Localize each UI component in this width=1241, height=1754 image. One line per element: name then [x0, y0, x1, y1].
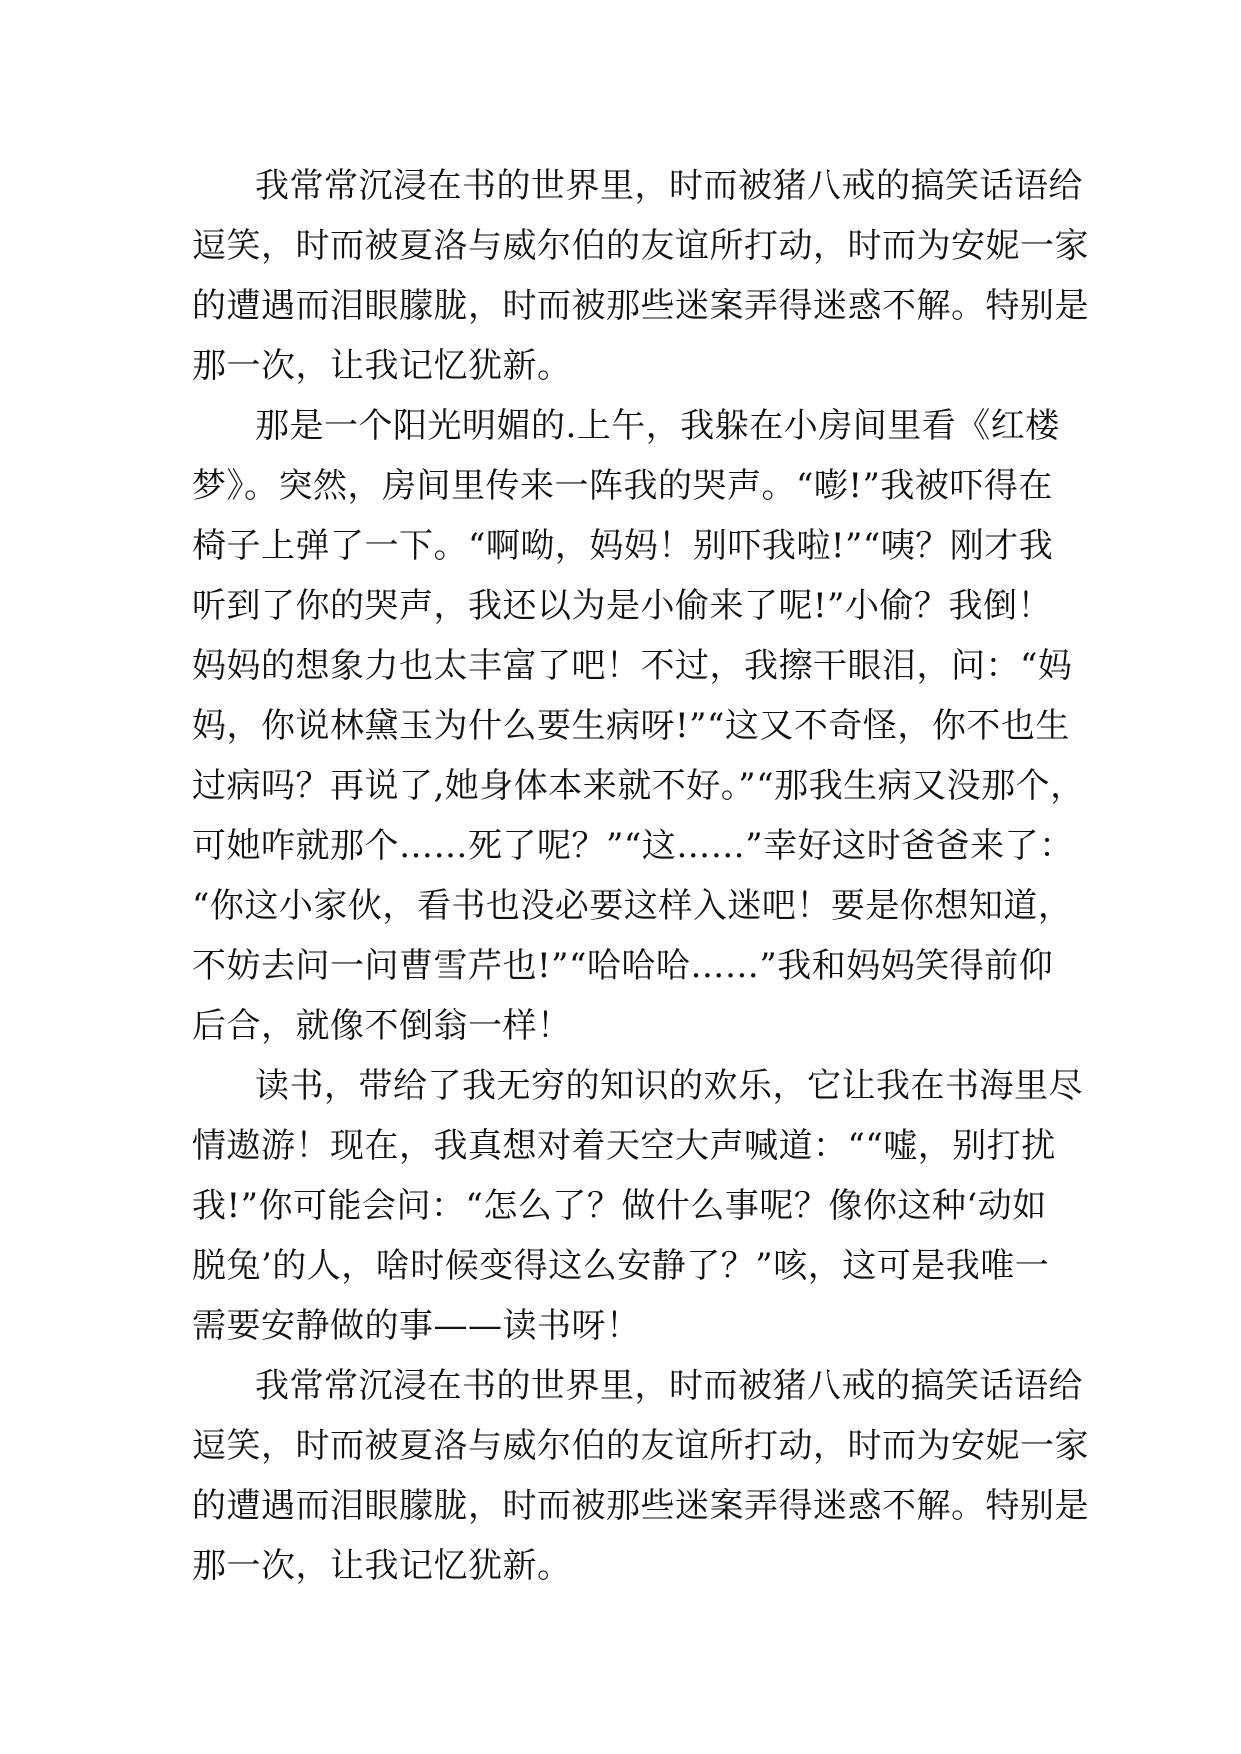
text-line: 过病吗？再说了,她身体本来就不好。”“那我生病又没那个，	[192, 766, 1085, 806]
text-line: 后合，就像不倒翁一样！	[192, 1006, 572, 1046]
text-line: 妈，你说林黛玉为什么要生病呀!”“这又不奇怪，你不也生	[192, 706, 1070, 746]
text-line: 我常常沉浸在书的世界里，时而被猪八戒的搞笑话语给	[255, 1366, 1083, 1406]
text-line: 脱兔’的人，啥时候变得这么安静了？”咳，这可是我唯一	[192, 1246, 1050, 1286]
text-line: 需要安静做的事——读书呀！	[192, 1306, 641, 1346]
text-line: 逗笑，时而被夏洛与威尔伯的友谊所打动，时而为安妮一家	[192, 1426, 1089, 1466]
text-line: 妈妈的想象力也太丰富了吧！不过，我擦干眼泪，问：“妈	[192, 646, 1073, 686]
text-line: 逗笑，时而被夏洛与威尔伯的友谊所打动，时而为安妮一家	[192, 226, 1089, 266]
text-line: 那一次，让我记忆犹新。	[192, 346, 572, 386]
text-line: 情遨游！现在，我真想对着天空大声喊道：““嘘，别打扰	[192, 1126, 1056, 1166]
text-line: 我常常沉浸在书的世界里，时而被猪八戒的搞笑话语给	[255, 166, 1083, 206]
text-line: 那一次，让我记忆犹新。	[192, 1546, 572, 1586]
text-line: “你这小家伙，看书也没必要这样入迷吧！要是你想知道，	[192, 886, 1073, 926]
text-line: 梦》。突然，房间里传来一阵我的哭声。“嘭!”我被吓得在	[192, 466, 1053, 506]
text-line: 可她咋就那个……死了呢？”“这……”幸好这时爸爸来了：	[192, 826, 1074, 866]
text-line: 我!”你可能会问：“怎么了？做什么事呢？像你这种‘动如	[192, 1186, 1047, 1226]
text-line: 读书，带给了我无穷的知识的欢乐，它让我在书海里尽	[255, 1066, 1083, 1106]
text-line: 的遭遇而泪眼朦胧，时而被那些迷案弄得迷惑不解。特别是	[192, 1486, 1089, 1526]
text-line: 听到了你的哭声，我还以为是小偷来了呢!”小偷？我倒！	[192, 586, 1053, 626]
text-line: 的遭遇而泪眼朦胧，时而被那些迷案弄得迷惑不解。特别是	[192, 286, 1089, 326]
text-line: 那是一个阳光明媚的.上午，我躲在小房间里看《红楼	[255, 406, 1060, 446]
text-line: 不妨去问一问曹雪芹也!”“哈哈哈……”我和妈妈笑得前仰	[192, 946, 1054, 986]
text-line: 椅子上弹了一下。“啊呦，妈妈！别吓我啦!”“咦？刚才我	[192, 526, 1054, 566]
